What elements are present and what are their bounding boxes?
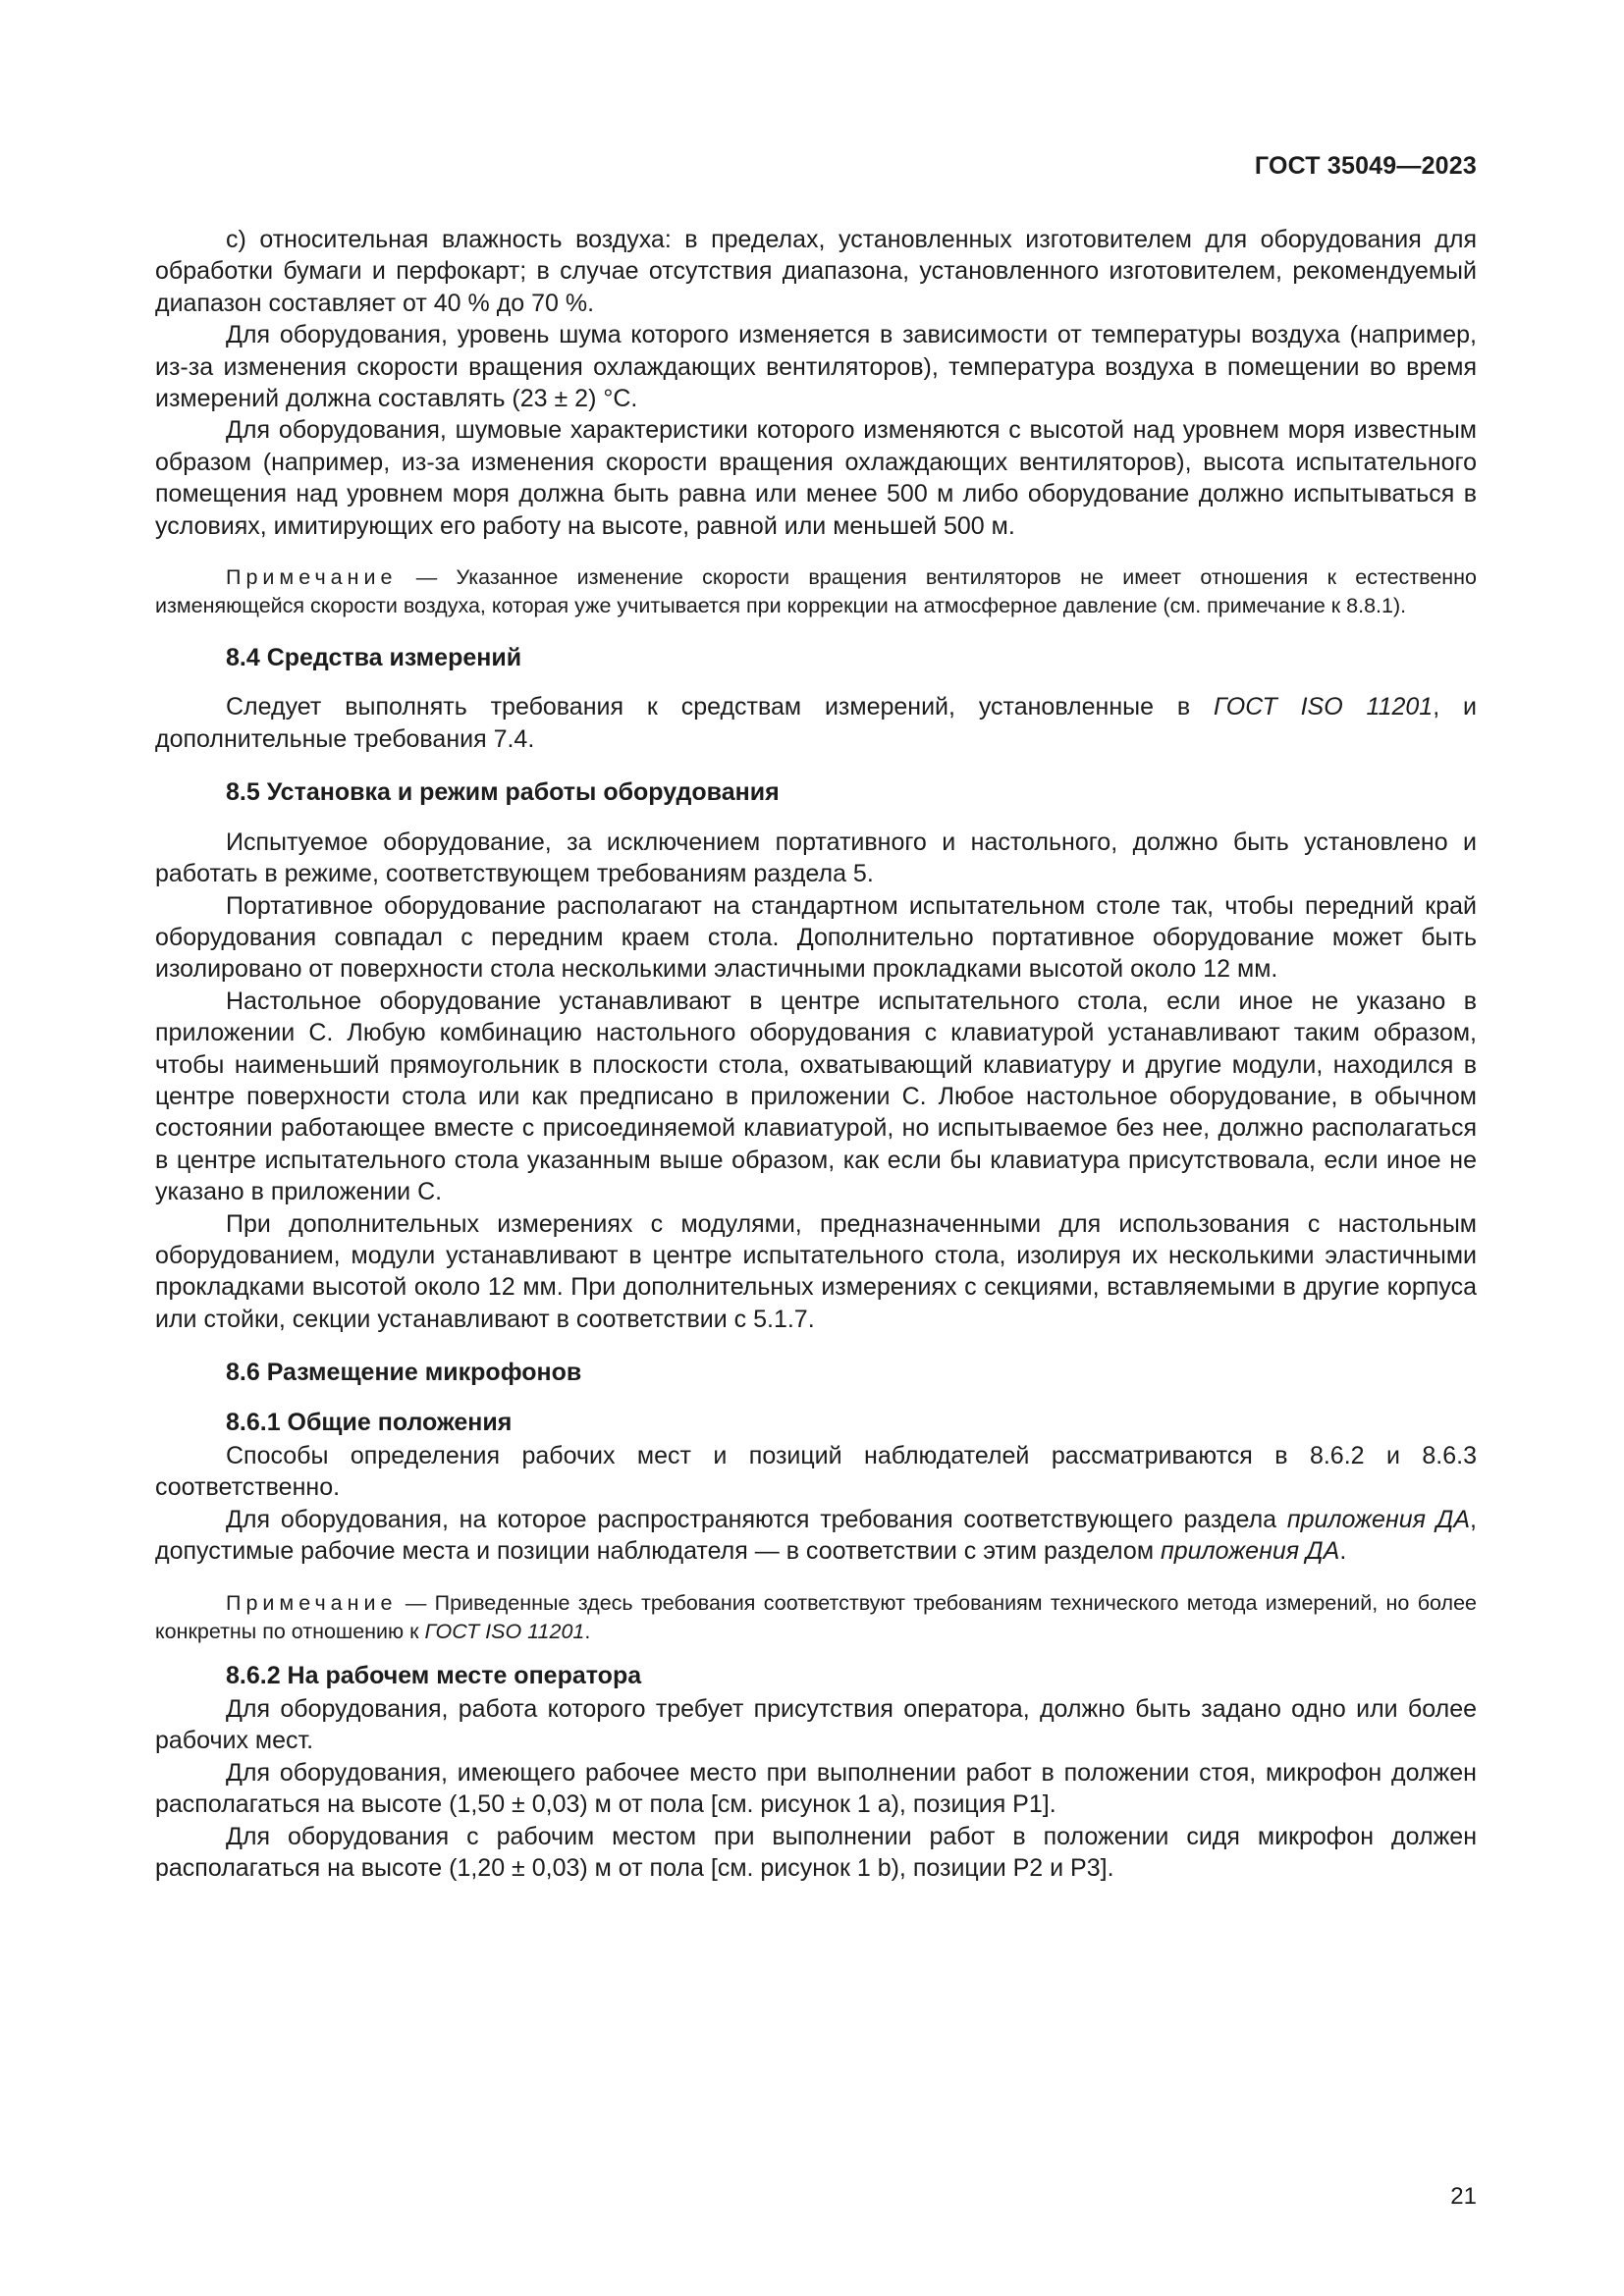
text-run: .	[1339, 1537, 1347, 1566]
paragraph-8-6-2-1: Для оборудования, работа которого требует присутствия оператора, должно быть задано одно или более рабочих мест.	[155, 1695, 1477, 1755]
reference-gost-iso-11201: ГОСТ ISO 11201	[1214, 693, 1434, 721]
section-heading-8-6-2: 8.6.2 На рабочем месте оператора	[226, 1661, 642, 1689]
section-heading-8-5: 8.5 Установка и режим работы оборудования	[226, 778, 780, 807]
note-label: Примечание	[226, 565, 398, 590]
paragraph-8-5-1: Испытуемое оборудование, за исключением портативного и настольного, должно быть установлено и работать в режиме, соответствующем требованиям раздела 5.	[155, 828, 1477, 888]
paragraph-8-5-2: Портативное оборудование располагают на стандартном испытательном столе так, чтобы передний край оборудования совпадал с передним краем стола. Дополнительно портативное оборудование может быть изолировано от поверхности стола несколькими эластичными прокладками высотой около 12 мм.	[155, 891, 1477, 984]
document-number: ГОСТ 35049—2023	[1254, 152, 1477, 180]
note-technical-method	[155, 1589, 1477, 1646]
paragraph-8-6-1-1: Способы определения рабочих мест и позиций наблюдателей рассматриваются в 8.6.2 и 8.6.3 соответственно.	[155, 1442, 1477, 1502]
paragraph-8-5-4: При дополнительных измерениях с модулями, предназначенными для использования с настольным оборудованием, модули устанавливают в центре испытательного стола, изолируя их несколькими эластичными прокладками высотой около 12 мм. При дополнительных измерениях с секциями, вставляемыми в другие корпуса или стойки, секции устанавливают в соответствии с 5.1.7.	[155, 1209, 1477, 1333]
note-label: Примечание	[226, 1590, 398, 1615]
paragraph-8-6-2-3: Для оборудования с рабочим местом при выполнении работ в положении сидя микрофон должен располагаться на высоте (1,20 ± 0,03) м от пола [см. рисунок 1 b), позиции Р2 и Р3].	[155, 1822, 1477, 1883]
note-text: — Указанное изменение скорости вращения вентиляторов не имеет отношения к естественно изменяющейся скорости воздуха, которая уже учитывается при коррекции на атмосферное давление (см. примечание к 8.8.1).	[155, 565, 1477, 618]
note-fan-speed	[155, 563, 1477, 620]
paragraph-8-4	[155, 691, 1477, 755]
section-heading-8-4: 8.4 Средства измерений	[226, 644, 522, 672]
note-text: .	[584, 1619, 591, 1643]
text-run: , и дополнительные требования 7.4.	[155, 693, 1477, 753]
paragraph-8-6-2-2: Для оборудования, имеющего рабочее место при выполнении работ в положении стоя, микрофон должен располагаться на высоте (1,50 ± 0,03) м от пола [см. рисунок 1 а), позиция Р1].	[155, 1758, 1477, 1819]
paragraph-temperature: Для оборудования, уровень шума которого изменяется в зависимости от температуры воздуха (например, из-за изменения скорости вращения охлаждающих вентиляторов), температура воздуха в помещении во время измерений должна составлять (23 ± 2) °C.	[155, 321, 1477, 413]
section-heading-8-6: 8.6 Размещение микрофонов	[226, 1359, 582, 1387]
paragraph-humidity: c) относительная влажность воздуха: в пределах, установленных изготовителем для оборудования для обработки бумаги и перфокарт; в случае отсутствия диапазона, установленного изготовителем, рекомендуемый диапазон составляет от 40 % до 70 %.	[155, 226, 1477, 317]
section-heading-8-6-1: 8.6.1 Общие положения	[226, 1408, 513, 1436]
note-text: — Приведенные здесь требования соответствуют требованиям технического метода измерений, но более конкретны по отношению к	[155, 1590, 1477, 1643]
document-body	[155, 224, 1477, 1884]
text-run: Следует выполнять требования к средствам измерений, установленные в	[226, 693, 1215, 721]
text-run: Для оборудования, на которое распространяются требования соответствующего раздела	[226, 1505, 1287, 1533]
paragraph-8-6-1-2	[155, 1504, 1477, 1568]
reference-appendix-da: приложения ДА	[1160, 1537, 1340, 1566]
paragraph-altitude: Для оборудования, шумовые характеристики которого изменяются с высотой над уровнем моря известным образом (например, из-за изменения скорости вращения охлаждающих вентиляторов), высота испытательного помещения над уровнем моря должна быть равна или менее 500 м либо оборудование должно испытываться в условиях, имитирующих его работу на высоте, равной или меньшей 500 м.	[155, 416, 1477, 540]
page-number: 21	[1450, 2183, 1477, 2210]
paragraph-8-5-3: Настольное оборудование устанавливают в центре испытательного стола, если иное не указано в приложении С. Любую комбинацию настольного оборудования с клавиатурой устанавливают таким образом, чтобы наименьший прямоугольник в плоскости стола, охватывающий клавиатуру и другие модули, находился в центре поверхности стола или как предписано в приложении С. Любое настольное оборудование, в обычном состоянии работающее вместе с присоединяемой клавиатурой, но испытываемое без нее, должно располагаться в центре испытательного стола указанным выше образом, как если бы клавиатура присутствовала, если иное не указано в приложении С.	[155, 987, 1477, 1206]
reference-gost-iso-11201: ГОСТ ISO 11201	[424, 1619, 585, 1643]
text-run: , допустимые рабочие места и позиции наблюдателя — в соответствии с этим разделом	[155, 1505, 1477, 1566]
reference-appendix-da: приложения ДА	[1286, 1505, 1471, 1533]
